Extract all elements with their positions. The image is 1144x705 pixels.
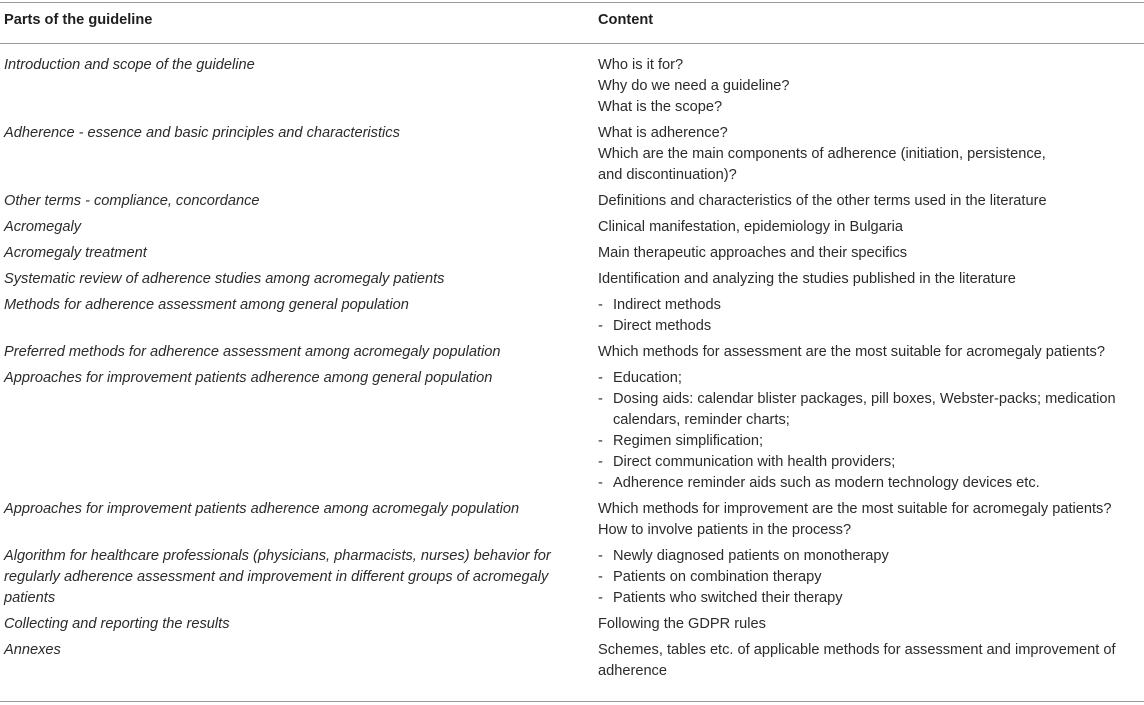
table-row xyxy=(0,269,1144,295)
table-row xyxy=(0,368,1144,499)
content-bullet-item xyxy=(598,295,1144,316)
content-text-line: Why do we need a guideline? xyxy=(598,78,790,94)
bullet-dash: - xyxy=(598,454,603,470)
table-header-row xyxy=(0,12,1144,34)
bullet-dash: - xyxy=(598,318,603,334)
header-content: Content xyxy=(598,12,654,28)
bullet-dash: - xyxy=(598,475,603,491)
table-row xyxy=(0,123,1144,191)
table-row xyxy=(0,217,1144,243)
guideline-part-cell: Preferred methods for adherence assessment among acromegaly population xyxy=(4,344,501,360)
content-bullet-item xyxy=(598,588,1144,609)
guideline-part-cell: Adherence - essence and basic principles and characteristics xyxy=(4,125,400,141)
guideline-part-cell: Methods for adherence assessment among general population xyxy=(4,297,409,313)
guideline-part-cell: Algorithm for healthcare professionals (physicians, pharmacists, nurses) behavior for regularly adherence assessment and improvement in different groups of acromegaly patients xyxy=(4,548,551,606)
bullet-text: Adherence reminder aids such as modern technology devices etc. xyxy=(613,475,1040,491)
guideline-content-cell xyxy=(598,55,1144,123)
content-text-line: Following the GDPR rules xyxy=(598,616,766,632)
bullet-dash: - xyxy=(598,590,603,606)
table-row xyxy=(0,499,1144,546)
content-text-line: What is adherence? xyxy=(598,125,728,141)
bullet-text: Direct communication with health providers; xyxy=(613,454,896,470)
content-text-line: Which methods for assessment are the most suitable for acromegaly patients? xyxy=(598,344,1105,360)
bullet-text: Patients on combination therapy xyxy=(613,569,822,585)
guideline-content-cell xyxy=(598,269,1144,295)
header-parts: Parts of the guideline xyxy=(4,12,153,28)
table-top-rule xyxy=(0,2,1144,3)
guideline-content-cell xyxy=(598,123,1144,191)
table-body xyxy=(0,55,1144,687)
table-bottom-rule xyxy=(0,701,1144,702)
bullet-dash: - xyxy=(598,548,603,564)
bullet-dash: - xyxy=(598,391,603,407)
guideline-content-cell xyxy=(598,295,1144,342)
content-text-line: and discontinuation)? xyxy=(598,167,737,183)
content-text-line: How to involve patients in the process? xyxy=(598,522,852,538)
content-text-line: Which are the main components of adherence (initiation, persistence, xyxy=(598,146,1046,162)
guideline-content-cell xyxy=(598,614,1144,640)
content-bullet-item xyxy=(598,389,1144,431)
guideline-part-cell: Collecting and reporting the results xyxy=(4,616,230,632)
guideline-part-cell: Acromegaly treatment xyxy=(4,245,147,261)
guideline-part-cell: Approaches for improvement patients adherence among acromegaly population xyxy=(4,501,520,517)
table-row xyxy=(0,546,1144,614)
content-text-line: Main therapeutic approaches and their specifics xyxy=(598,245,908,261)
content-bullet-item xyxy=(598,452,1144,473)
bullet-dash: - xyxy=(598,297,603,313)
content-text-line: Definitions and characteristics of the other terms used in the literature xyxy=(598,193,1047,209)
bullet-text: Direct methods xyxy=(613,318,712,334)
table-row xyxy=(0,640,1144,687)
bullet-text: Indirect methods xyxy=(613,297,721,313)
guideline-part-cell: Annexes xyxy=(4,642,61,658)
bullet-dash: - xyxy=(598,433,603,449)
table-row xyxy=(0,55,1144,123)
content-text-line: Schemes, tables etc. of applicable methods for assessment and improvement of adherence xyxy=(598,642,1116,679)
guideline-content-cell xyxy=(598,342,1144,368)
table-row xyxy=(0,191,1144,217)
content-bullet-item xyxy=(598,431,1144,452)
bullet-text: Education; xyxy=(613,370,682,386)
content-text-line: Which methods for improvement are the most suitable for acromegaly patients? xyxy=(598,501,1112,517)
table-row xyxy=(0,614,1144,640)
content-bullet-item xyxy=(598,316,1144,337)
bullet-text: Dosing aids: calendar blister packages, pill boxes, Webster-packs; medication calendars, reminder charts; xyxy=(613,391,1116,428)
guideline-part-cell: Systematic review of adherence studies among acromegaly patients xyxy=(4,271,445,287)
bullet-dash: - xyxy=(598,370,603,386)
guideline-content-cell xyxy=(598,191,1144,217)
content-text-line: Identification and analyzing the studies published in the literature xyxy=(598,271,1016,287)
guideline-content-cell xyxy=(598,368,1144,499)
table-row xyxy=(0,243,1144,269)
content-text-line: What is the scope? xyxy=(598,99,723,115)
bullet-text: Newly diagnosed patients on monotherapy xyxy=(613,548,889,564)
bullet-text: Regimen simplification; xyxy=(613,433,764,449)
bullet-dash: - xyxy=(598,569,603,585)
guideline-part-cell: Other terms - compliance, concordance xyxy=(4,193,260,209)
content-bullet-item xyxy=(598,368,1144,389)
content-text-line: Who is it for? xyxy=(598,57,684,73)
content-bullet-item xyxy=(598,567,1144,588)
bullet-text: Patients who switched their therapy xyxy=(613,590,843,606)
table-row xyxy=(0,295,1144,342)
content-bullet-item xyxy=(598,546,1144,567)
guideline-content-cell xyxy=(598,217,1144,243)
guideline-content-cell xyxy=(598,640,1144,687)
content-text-line: Clinical manifestation, epidemiology in Bulgaria xyxy=(598,219,904,235)
guideline-part-cell: Introduction and scope of the guideline xyxy=(4,57,255,73)
guideline-part-cell: Acromegaly xyxy=(4,219,82,235)
guideline-content-cell xyxy=(598,546,1144,614)
table-header-rule xyxy=(0,43,1144,44)
table-row xyxy=(0,342,1144,368)
guideline-content-cell xyxy=(598,243,1144,269)
guideline-content-cell xyxy=(598,499,1144,546)
guideline-part-cell: Approaches for improvement patients adherence among general population xyxy=(4,370,493,386)
content-bullet-item xyxy=(598,473,1144,494)
